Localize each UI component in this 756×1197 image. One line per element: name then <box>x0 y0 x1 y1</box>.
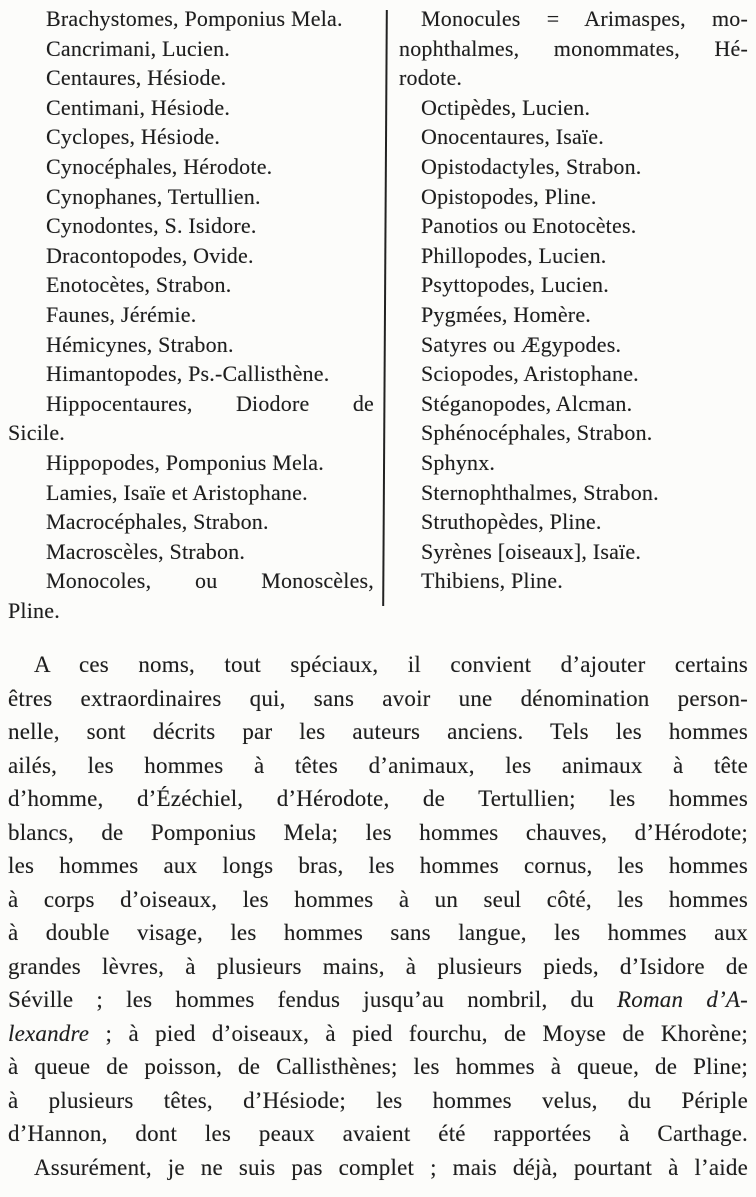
list-line: Cynophanes, Tertullien. <box>46 183 261 209</box>
list-line: Cancrimani, Lucien. <box>46 35 231 61</box>
list-line: Dracontopodes, Ovide. <box>46 242 254 268</box>
list-line: Sphénocéphales, Strabon. <box>421 420 653 446</box>
list-line: Cynodontes, S. Isidore. <box>46 213 257 239</box>
body-line: d’homme, d’Ézéchiel, d’Hérodote, de Tertullien; les hommes <box>8 786 748 811</box>
list-line: Struthopèdes, Pline. <box>421 509 602 535</box>
list-line: Macroscèles, Strabon. <box>46 538 246 564</box>
body-line: lexandre ; à pied d’oiseaux, à pied fourchu, de Moyse de Khorène; <box>8 1020 748 1046</box>
list-line: Thibiens, Pline. <box>421 568 563 594</box>
list-line: Faunes, Jérémie. <box>46 301 197 327</box>
list-line: Pline. <box>8 597 60 623</box>
body-line: d’Hannon, dont les peaux avaient été rapportées à Carthage. <box>8 1121 748 1146</box>
body-line: A ces noms, tout spéciaux, il convient d’ajouter certains <box>34 652 748 677</box>
body-line: à queue de poisson, de Callisthènes; les hommes à queue, de Pline; <box>8 1054 748 1079</box>
list-line: Centimani, Hésiode. <box>46 94 231 120</box>
list-line: Sphynx. <box>421 449 496 475</box>
body-line: nelle, sont décrits par les auteurs anciens. Tels les hommes <box>8 719 748 744</box>
body-line: Assurément, je ne suis pas complet ; mais déjà, pourtant à l’aide <box>34 1154 748 1180</box>
list-line: rodote. <box>399 65 463 91</box>
name-list-left-column <box>8 4 374 625</box>
list-line: Macrocéphales, Strabon. <box>46 509 269 535</box>
list-line: Octipèdes, Lucien. <box>421 94 591 120</box>
body-line: grandes lèvres, à plusieurs mains, à plusieurs pieds, d’Isidore de <box>8 953 748 979</box>
list-line: Cyclopes, Hésiode. <box>46 124 221 150</box>
list-line: Brachystomes, Pomponius Mela. <box>46 6 343 31</box>
list-line: Psyttopodes, Lucien. <box>421 272 609 298</box>
list-line: Lamies, Isaïe et Aristophane. <box>46 479 308 505</box>
list-line: Opistopodes, Pline. <box>421 183 597 209</box>
list-line: Himantopodes, Ps.-Callisthène. <box>46 361 330 387</box>
list-line: Panotios ou Enotocètes. <box>421 213 637 239</box>
list-line: Syrènes [oiseaux], Isaïe. <box>421 538 642 564</box>
list-line: Hémicynes, Strabon. <box>46 331 234 357</box>
body-line: êtres extraordinaires qui, sans avoir une dénomination person- <box>8 685 748 711</box>
list-line: Hippopodes, Pomponius Mela. <box>46 449 324 475</box>
list-line: Centaures, Hésiode. <box>46 65 227 91</box>
body-line: à plusieurs têtes, d’Hésiode; les hommes velus, du Périple <box>8 1087 748 1113</box>
name-list-right-column <box>399 4 748 596</box>
body-line: à double visage, les hommes sans langue, les hommes aux <box>8 920 748 945</box>
body-line: ailés, les hommes à têtes d’animaux, les animaux à tête <box>8 752 748 778</box>
list-line: Cynocéphales, Hérodote. <box>46 153 273 179</box>
list-line: Satyres ou Ægypodes. <box>421 331 622 357</box>
body-line: à corps d’oiseaux, les hommes à un seul côté, les hommes <box>8 886 748 912</box>
list-line: Phillopodes, Lucien. <box>421 242 607 268</box>
list-line: Pygmées, Homère. <box>421 301 591 327</box>
list-line: Monocules = Arimaspes, mo- <box>421 6 748 31</box>
list-line: Stéganopodes, Alcman. <box>421 390 633 416</box>
list-line: Monocoles, ou Monoscèles, <box>46 568 374 594</box>
body-line: Séville ; les hommes fendus jusqu’au nombril, du Roman d’A- <box>8 987 748 1012</box>
list-line: Sciopodes, Aristophane. <box>421 361 639 387</box>
list-line: nophthalmes, monommates, Hé- <box>399 35 748 61</box>
body-paragraphs <box>8 648 748 1184</box>
list-line: Onocentaures, Isaïe. <box>421 124 604 150</box>
list-line: Hippocentaures, Diodore de <box>46 390 374 416</box>
column-divider-rule <box>382 10 388 606</box>
list-line: Opistodactyles, Strabon. <box>421 153 642 179</box>
list-line: Enotocètes, Strabon. <box>46 272 232 298</box>
body-line: les hommes aux longs bras, les hommes cornus, les hommes <box>8 853 748 878</box>
body-line: blancs, de Pomponius Mela; les hommes chauves, d’Hérodote; <box>8 819 748 845</box>
list-line: Sternophthalmes, Strabon. <box>421 479 659 505</box>
list-line: Sicile. <box>8 420 66 446</box>
